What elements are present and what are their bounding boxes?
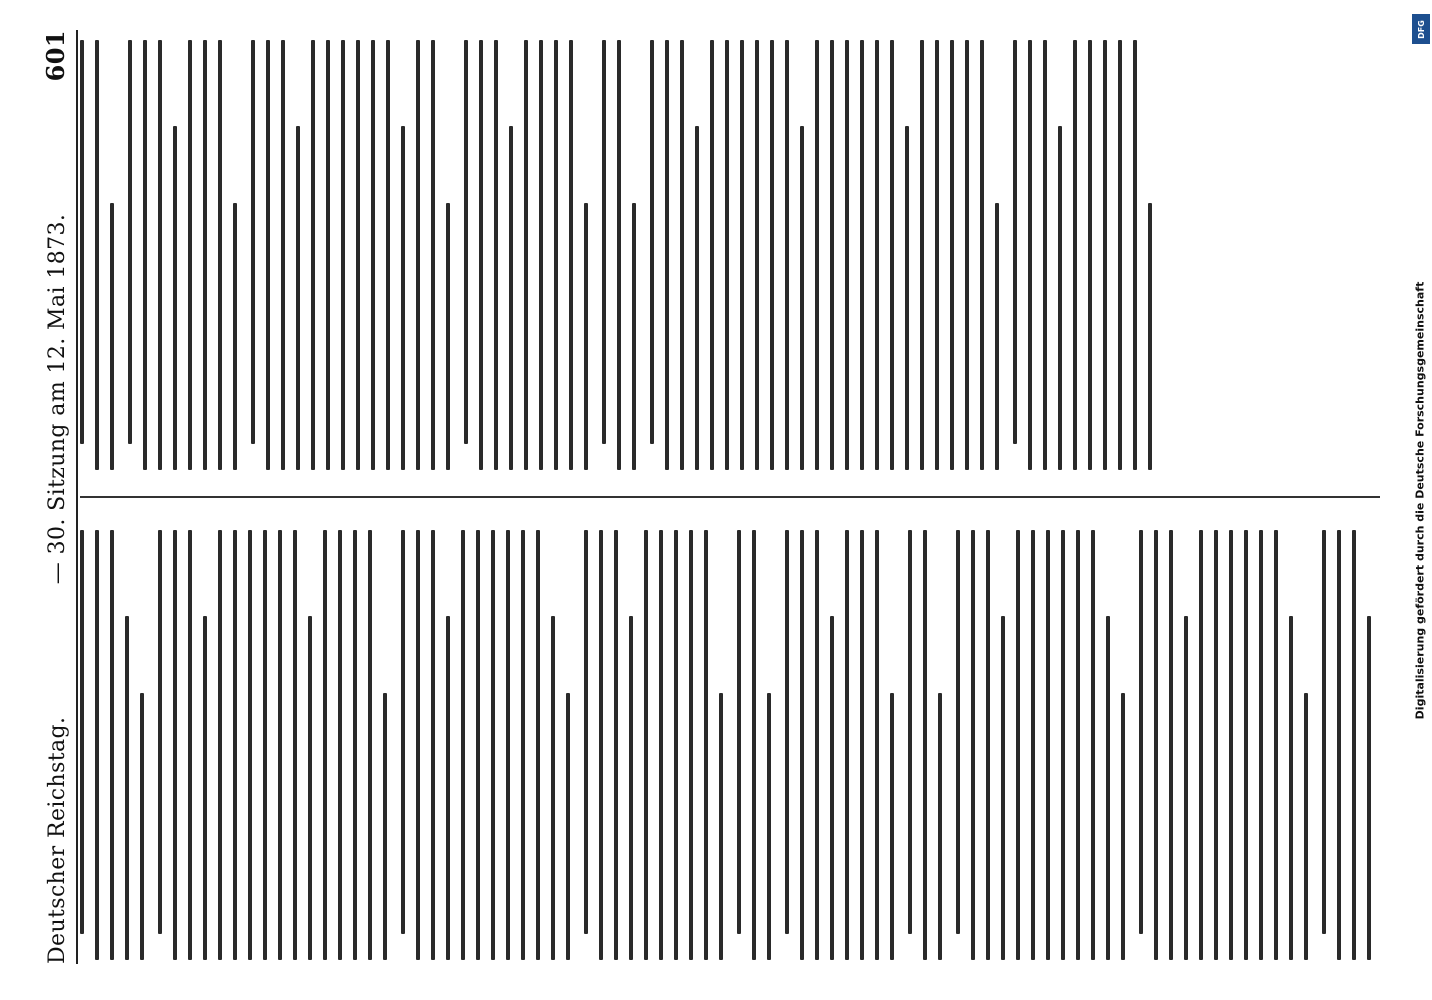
text-line-placeholder (1139, 530, 1143, 934)
text-line-placeholder (956, 530, 960, 934)
text-line-placeholder (218, 530, 222, 960)
text-line-placeholder (1103, 40, 1107, 470)
text-column-right (80, 40, 1380, 470)
paragraph-placeholder (1013, 40, 1152, 470)
text-line-placeholder (251, 40, 255, 444)
text-line-placeholder (1031, 530, 1035, 960)
text-line-placeholder (263, 530, 267, 960)
text-line-placeholder (338, 530, 342, 960)
text-line-placeholder (890, 693, 894, 960)
text-line-placeholder (125, 616, 129, 960)
text-line-placeholder (725, 40, 729, 470)
text-line-placeholder (416, 40, 420, 470)
text-line-placeholder (815, 40, 819, 470)
text-line-placeholder (233, 203, 237, 470)
text-line-placeholder (995, 203, 999, 470)
text-line-placeholder (695, 126, 699, 470)
text-line-placeholder (536, 530, 540, 960)
paragraph-placeholder (584, 530, 723, 960)
text-line-placeholder (491, 530, 495, 960)
text-line-placeholder (281, 40, 285, 470)
paragraph-placeholder (908, 530, 942, 960)
text-line-placeholder (203, 616, 207, 960)
paragraph-placeholder (956, 530, 1125, 960)
text-line-placeholder (383, 693, 387, 960)
text-line-placeholder (386, 40, 390, 470)
text-line-placeholder (431, 40, 435, 470)
text-line-placeholder (1154, 530, 1158, 960)
text-line-placeholder (356, 40, 360, 470)
paragraph-placeholder (128, 40, 237, 470)
text-line-placeholder (875, 40, 879, 470)
text-line-placeholder (158, 40, 162, 470)
text-line-placeholder (1352, 530, 1356, 960)
text-line-placeholder (752, 530, 756, 960)
text-line-placeholder (785, 40, 789, 470)
text-line-placeholder (80, 530, 84, 934)
text-line-placeholder (524, 40, 528, 470)
paragraph-placeholder (602, 40, 636, 470)
paragraph-placeholder (1139, 530, 1308, 960)
text-line-placeholder (908, 530, 912, 934)
text-line-placeholder (770, 40, 774, 470)
text-line-placeholder (1274, 530, 1278, 960)
text-line-placeholder (203, 40, 207, 470)
text-line-placeholder (659, 530, 663, 960)
paragraph-placeholder (785, 530, 894, 960)
text-line-placeholder (341, 40, 345, 470)
text-line-placeholder (1073, 40, 1077, 470)
text-line-placeholder (971, 530, 975, 960)
text-line-placeholder (965, 40, 969, 470)
text-line-placeholder (110, 203, 114, 470)
text-line-placeholder (815, 530, 819, 960)
text-line-placeholder (1367, 616, 1371, 960)
text-line-placeholder (416, 530, 420, 960)
text-line-placeholder (326, 40, 330, 470)
text-line-placeholder (293, 530, 297, 960)
text-line-placeholder (629, 616, 633, 960)
text-line-placeholder (311, 40, 315, 470)
paragraph-placeholder (251, 40, 450, 470)
text-line-placeholder (830, 40, 834, 470)
text-line-placeholder (551, 616, 555, 960)
dfg-logo: DFG (1412, 14, 1430, 44)
text-line-placeholder (602, 40, 606, 444)
text-line-placeholder (1184, 616, 1188, 960)
text-line-placeholder (464, 40, 468, 444)
text-line-placeholder (1013, 40, 1017, 444)
paragraph-placeholder (80, 530, 144, 960)
text-line-placeholder (650, 40, 654, 444)
text-line-placeholder (1244, 530, 1248, 960)
text-line-placeholder (1121, 693, 1125, 960)
text-line-placeholder (890, 40, 894, 470)
text-line-placeholder (509, 126, 513, 470)
text-line-placeholder (1061, 530, 1065, 960)
text-line-placeholder (614, 530, 618, 960)
text-line-placeholder (218, 40, 222, 470)
text-line-placeholder (188, 40, 192, 470)
text-line-placeholder (1322, 530, 1326, 934)
text-line-placeholder (905, 126, 909, 470)
text-line-placeholder (188, 530, 192, 960)
text-line-placeholder (767, 693, 771, 960)
text-line-placeholder (584, 203, 588, 470)
text-line-placeholder (1169, 530, 1173, 960)
text-line-placeholder (1118, 40, 1122, 470)
text-line-placeholder (938, 693, 942, 960)
paragraph-placeholder (80, 40, 114, 470)
text-line-placeholder (140, 693, 144, 960)
running-head (30, 30, 78, 964)
paragraph-placeholder (650, 40, 999, 470)
text-line-placeholder (617, 40, 621, 470)
text-line-placeholder (1058, 126, 1062, 470)
text-line-placeholder (368, 530, 372, 960)
text-line-placeholder (323, 530, 327, 960)
text-line-placeholder (1133, 40, 1137, 470)
text-line-placeholder (719, 693, 723, 960)
text-line-placeholder (785, 530, 789, 934)
text-line-placeholder (401, 530, 405, 934)
text-line-placeholder (1046, 530, 1050, 960)
text-line-placeholder (1091, 530, 1095, 960)
digitization-credit (1408, 0, 1432, 1000)
text-line-placeholder (800, 530, 804, 960)
text-line-placeholder (110, 530, 114, 960)
text-line-placeholder (1028, 40, 1032, 470)
text-line-placeholder (1337, 530, 1341, 960)
text-line-placeholder (860, 40, 864, 470)
text-line-placeholder (830, 616, 834, 960)
text-line-placeholder (710, 40, 714, 470)
text-line-placeholder (920, 40, 924, 470)
text-line-placeholder (740, 40, 744, 470)
text-line-placeholder (644, 530, 648, 960)
text-line-placeholder (233, 530, 237, 960)
text-line-placeholder (1088, 40, 1092, 470)
text-line-placeholder (128, 40, 132, 444)
text-line-placeholder (674, 530, 678, 960)
text-line-placeholder (431, 530, 435, 960)
text-line-placeholder (845, 530, 849, 960)
text-line-placeholder (278, 530, 282, 960)
text-line-placeholder (308, 616, 312, 960)
session-title: — 30. Sitzung am 12. Mai 1873. (45, 213, 70, 585)
text-line-placeholder (755, 40, 759, 470)
text-line-placeholder (860, 530, 864, 960)
text-line-placeholder (935, 40, 939, 470)
text-line-placeholder (539, 40, 543, 470)
text-column-left (80, 530, 1380, 960)
text-line-placeholder (173, 126, 177, 470)
text-line-placeholder (446, 203, 450, 470)
text-line-placeholder (584, 530, 588, 934)
text-line-placeholder (569, 40, 573, 470)
text-line-placeholder (689, 530, 693, 960)
text-line-placeholder (479, 40, 483, 470)
text-line-placeholder (158, 530, 162, 934)
text-line-placeholder (1106, 616, 1110, 960)
text-line-placeholder (143, 40, 147, 470)
text-line-placeholder (401, 126, 405, 470)
text-line-placeholder (371, 40, 375, 470)
text-line-placeholder (1001, 616, 1005, 960)
paragraph-placeholder (464, 40, 588, 470)
text-line-placeholder (1214, 530, 1218, 960)
text-line-placeholder (1229, 530, 1233, 960)
text-line-placeholder (845, 40, 849, 470)
text-line-placeholder (353, 530, 357, 960)
paragraph-placeholder (737, 530, 771, 960)
digitization-credit-text: Digitalisierung gefördert durch die Deutsche Forschungsgemeinschaft (1413, 281, 1427, 719)
text-line-placeholder (248, 530, 252, 960)
text-line-placeholder (173, 530, 177, 960)
text-line-placeholder (554, 40, 558, 470)
text-line-placeholder (665, 40, 669, 470)
paragraph-placeholder (401, 530, 570, 960)
publication-title: Deutscher Reichstag. (45, 716, 70, 964)
text-line-placeholder (1289, 616, 1293, 960)
text-line-placeholder (95, 40, 99, 470)
text-line-placeholder (506, 530, 510, 960)
text-line-placeholder (680, 40, 684, 470)
text-line-placeholder (632, 203, 636, 470)
text-line-placeholder (1148, 203, 1152, 470)
paragraph-placeholder (1322, 530, 1380, 960)
column-divider (80, 496, 1380, 498)
text-line-placeholder (1043, 40, 1047, 470)
text-line-placeholder (986, 530, 990, 960)
text-line-placeholder (1076, 530, 1080, 960)
text-line-placeholder (494, 40, 498, 470)
text-line-placeholder (476, 530, 480, 960)
text-line-placeholder (266, 40, 270, 470)
text-line-placeholder (446, 616, 450, 960)
text-line-placeholder (521, 530, 525, 960)
text-line-placeholder (923, 530, 927, 960)
text-line-placeholder (1199, 530, 1203, 960)
text-line-placeholder (800, 126, 804, 470)
text-line-placeholder (950, 40, 954, 470)
text-line-placeholder (80, 40, 84, 444)
paragraph-placeholder (158, 530, 387, 960)
text-line-placeholder (95, 530, 99, 960)
text-line-placeholder (461, 530, 465, 960)
text-line-placeholder (566, 693, 570, 960)
text-line-placeholder (1304, 693, 1308, 960)
text-line-placeholder (1259, 530, 1263, 960)
text-line-placeholder (704, 530, 708, 960)
text-line-placeholder (1016, 530, 1020, 960)
text-line-placeholder (737, 530, 741, 934)
text-line-placeholder (599, 530, 603, 960)
text-line-placeholder (980, 40, 984, 470)
page-number: 601 (41, 30, 70, 82)
text-line-placeholder (296, 126, 300, 470)
text-line-placeholder (875, 530, 879, 960)
